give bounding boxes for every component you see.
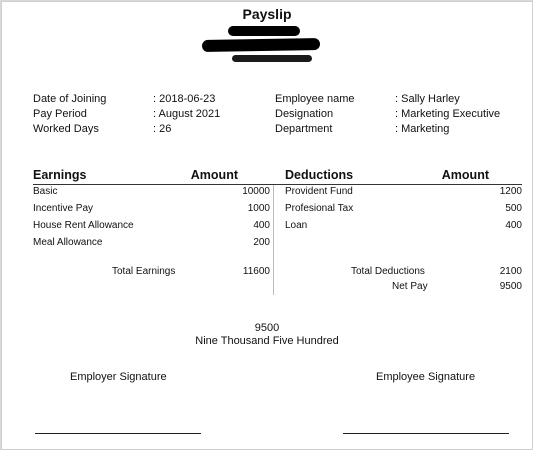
employee-signature-line: [343, 433, 509, 434]
info-label-worked-days: Worked Days: [33, 123, 99, 135]
deductions-item-label: Profesional Tax: [285, 203, 354, 214]
info-value-worked-days: : 26: [153, 123, 172, 135]
redacted-company-name: [202, 38, 320, 52]
employee-signature-label: Employee Signature: [376, 371, 476, 383]
net-amount-words: Nine Thousand Five Hundred: [195, 335, 339, 347]
info-value-pay-period: : August 2021: [153, 108, 221, 120]
deductions-item-label: Provident Fund: [285, 186, 353, 197]
net-pay-value: 9500: [499, 281, 522, 292]
info-value-employee-name: : Sally Harley: [395, 93, 460, 105]
earnings-item-label: Incentive Pay: [33, 203, 94, 214]
deductions-header: Deductions: [285, 168, 354, 182]
earnings-header: Earnings: [33, 168, 87, 182]
table-column-divider: [273, 185, 274, 295]
deductions-item-amount: 1200: [499, 186, 522, 197]
info-label-designation: Designation: [275, 108, 334, 120]
info-value-department: : Marketing: [395, 123, 450, 135]
total-deductions-value: 2100: [499, 266, 522, 277]
earnings-item-label: Basic: [33, 186, 58, 197]
employer-signature-label: Employer Signature: [70, 371, 167, 383]
page-title: Payslip: [242, 6, 292, 22]
earnings-amount-header: Amount: [190, 168, 238, 182]
redacted-company-address: [232, 55, 312, 62]
earnings-item-amount: 200: [253, 237, 270, 248]
payslip-page: [1, 1, 533, 450]
employer-signature-line: [35, 433, 201, 434]
net-pay-label: Net Pay: [392, 281, 428, 292]
table-header-rule: [33, 184, 522, 185]
total-earnings-value: 11600: [242, 266, 270, 277]
deductions-item-amount: 500: [505, 203, 522, 214]
info-value-date-of-joining: : 2018-06-23: [153, 93, 216, 105]
earnings-item-amount: 10000: [242, 186, 270, 197]
info-value-designation: : Marketing Executive: [395, 108, 501, 120]
earnings-item-label: Meal Allowance: [33, 237, 103, 248]
deductions-item-label: Loan: [285, 220, 308, 231]
redacted-company-logo: [228, 26, 300, 36]
net-amount-figure: 9500: [254, 322, 280, 334]
deductions-item-amount: 400: [505, 220, 522, 231]
earnings-item-label: House Rent Allowance: [33, 220, 134, 231]
total-deductions-label: Total Deductions: [351, 266, 425, 277]
earnings-item-amount: 1000: [247, 203, 270, 214]
info-label-employee-name: Employee name: [275, 93, 355, 105]
total-earnings-label: Total Earnings: [112, 266, 176, 277]
deductions-amount-header: Amount: [441, 168, 489, 182]
info-label-department: Department: [275, 123, 333, 135]
info-label-pay-period: Pay Period: [33, 108, 87, 120]
info-label-date-of-joining: Date of Joining: [33, 93, 107, 105]
earnings-item-amount: 400: [253, 220, 270, 231]
